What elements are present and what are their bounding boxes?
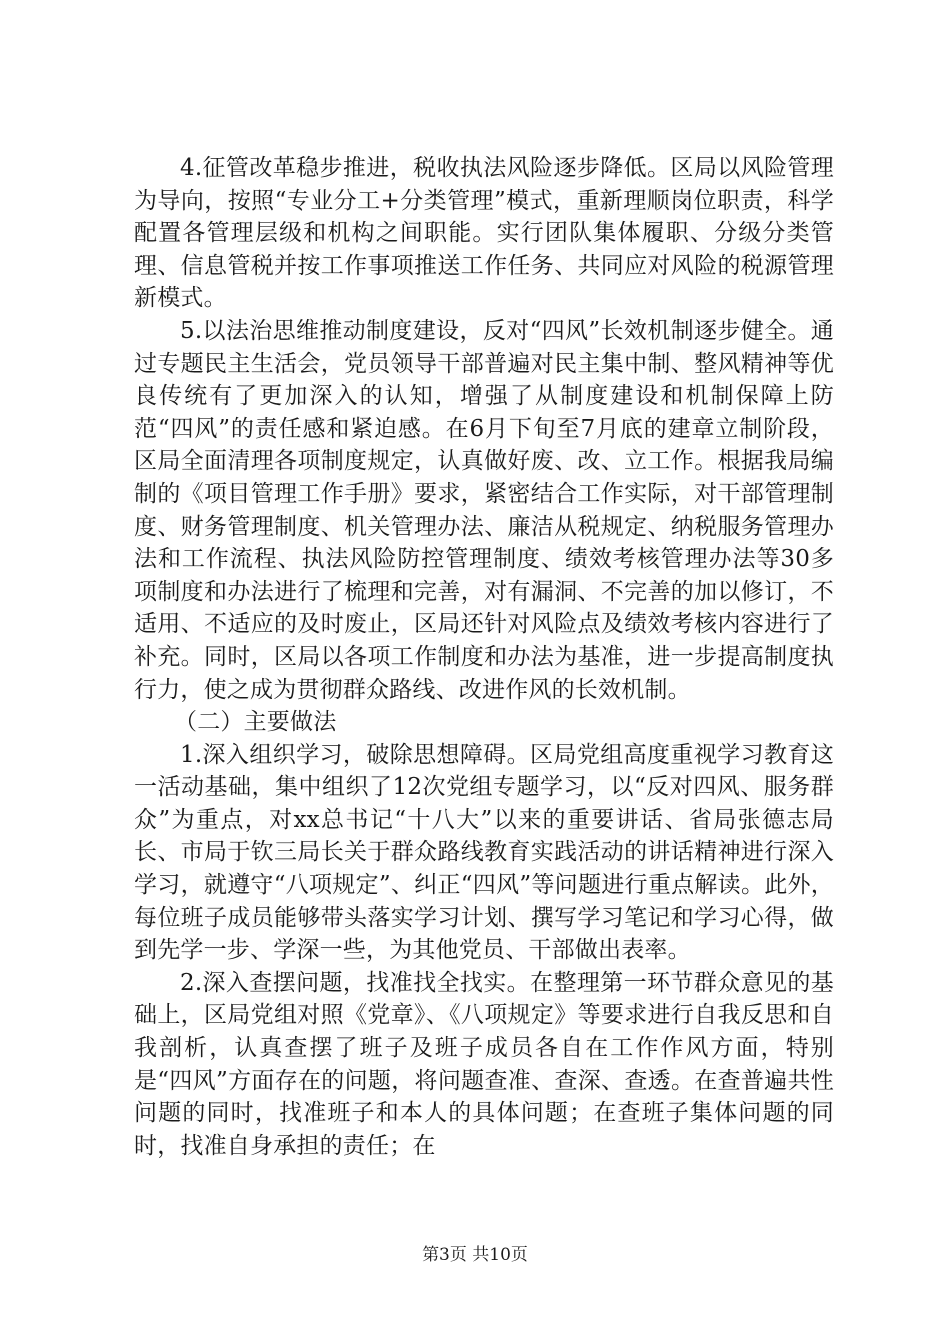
paragraph-reform: 4.征管改革稳步推进，税收执法风险逐步降低。区局以风险管理为导向，按照“专业分工+分类管理”模式，重新理顺岗位职责，科学配置各管理层级和机构之间职能。实行团队集体履职、分级分类管理、信息管税并按工作事项推送工作任务、共同应对风险的税源管理新模式。	[134, 155, 834, 312]
paragraph-find-problems: 2.深入查摆问题，找准找全找实。在整理第一环节群众意见的基础上，区局党组对照《党章》、《八项规定》等要求进行自我反思和自我剖析，认真查摆了班子及班子成员各自在工作作风方面，特别是“四风”方面存在的问题，将问题查准、查深、查透。在查普遍共性问题的同时，找准班子和本人的具体问题；在查班子集体问题的同时，找准自身承担的责任；在	[134, 969, 834, 1159]
paragraph-rule-of-law: 5.以法治思维推动制度建设，反对“四风”长效机制逐步健全。通过专题民主生活会，党员领导干部普遍对民主集中制、整风精神等优良传统有了更加深入的认知，增强了从制度建设和机制保障上防范“四风”的责任感和紧迫感。在6月下旬至7月底的建章立制阶段，区局全面清理各项制度规定，认真做好废、改、立工作。根据我局编制的《项目管理工作手册》要求，紧密结合工作实际，对干部管理制度、财务管理制度、机关管理办法、廉洁从税规定、纳税服务管理办法和工作流程、执法风险防控管理制度、绩效考核管理办法等30多项制度和办法进行了梳理和完善，对有漏洞、不完善的加以修订，不适用、不适应的及时废止，区局还针对风险点及绩效考核内容进行了补充。同时，区局以各项工作制度和办法为基准，进一步提高制度执行力，使之成为贯彻群众路线、改进作风的长效机制。	[134, 317, 834, 703]
page-number-label: 第3页 共10页	[422, 1245, 528, 1265]
section-heading-main-practices: （二）主要做法	[174, 709, 337, 736]
paragraph-study: 1.深入组织学习，破除思想障碍。区局党组高度重视学习教育这一活动基础，集中组织了12次党组专题学习，以“反对四风、服务群众”为重点，对xx总书记“十八大”以来的重要讲话、省局张德志局长、市局于钦三局长关于群众路线教育实践活动的讲话精神进行深入学习，就遵守“八项规定”、纠正“四风”等问题进行重点解读。此外，每位班子成员能够带头落实学习计划、撰写学习笔记和学习心得，做到先学一步、学深一些，为其他党员、干部做出表率。	[134, 741, 834, 964]
document-body	[134, 152, 834, 1162]
page-footer	[0, 1244, 950, 1266]
